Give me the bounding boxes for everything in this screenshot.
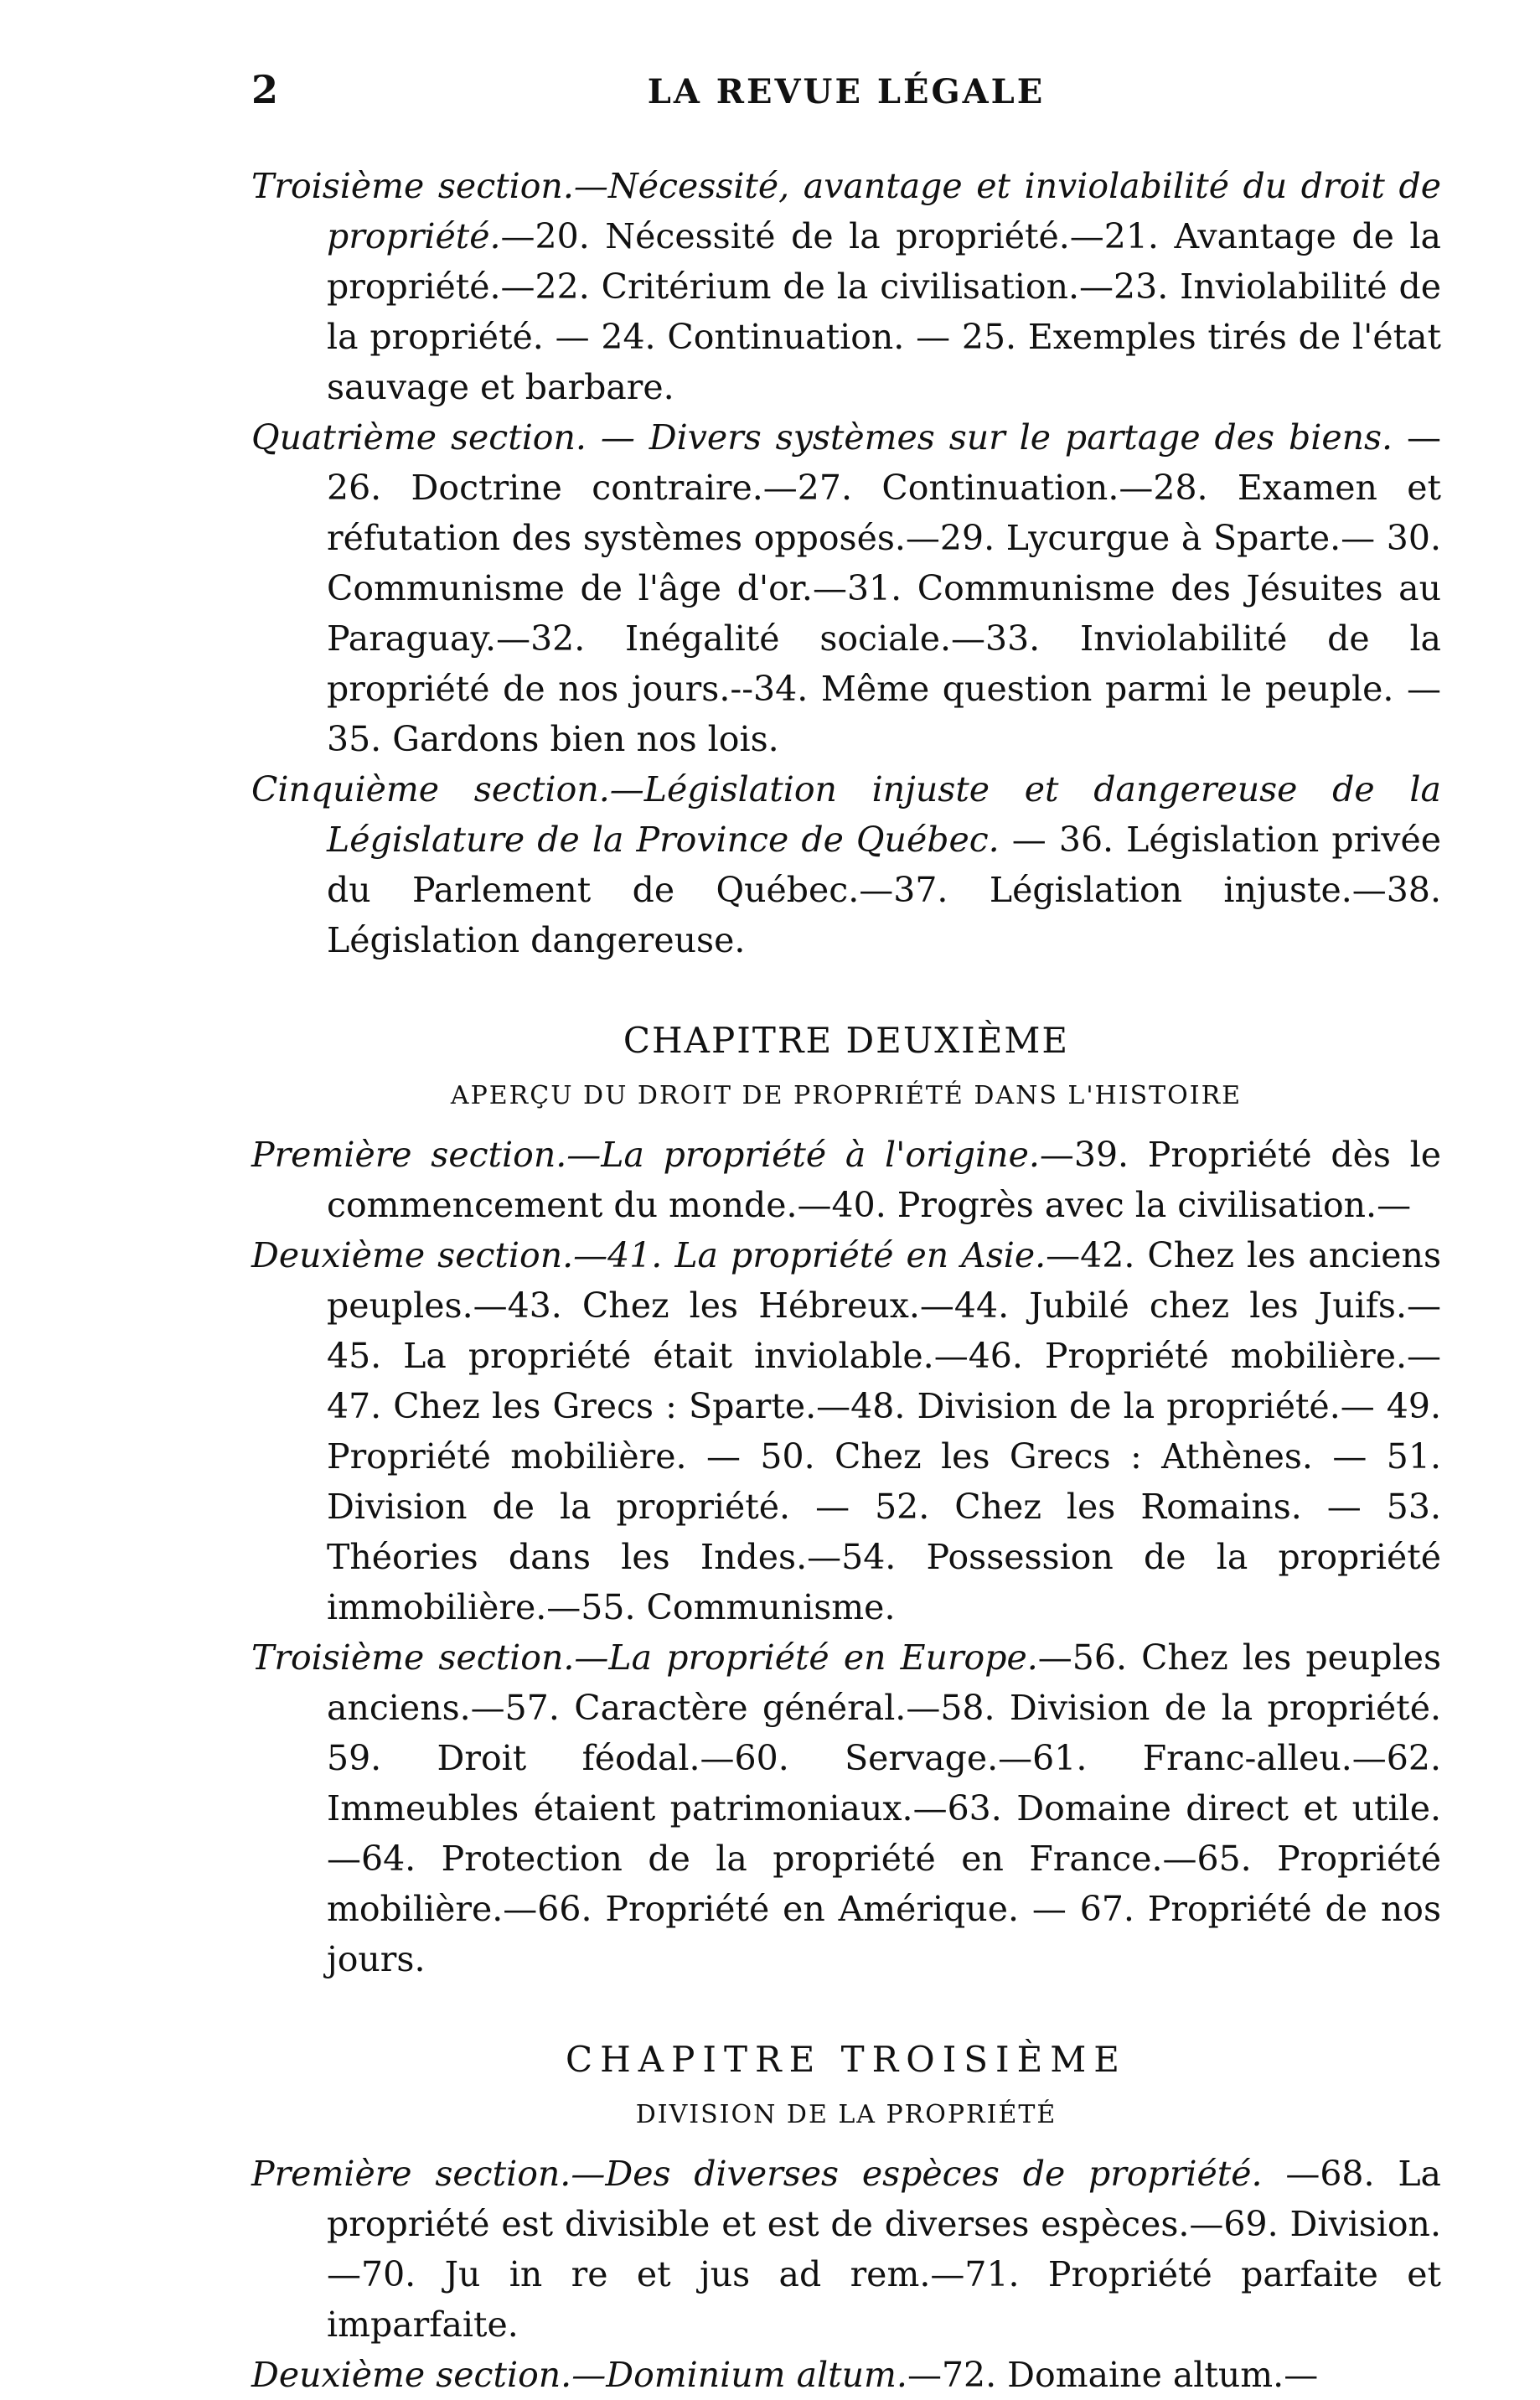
section-label: Quatrième section. [251,417,587,458]
section-label: Cinquième section. [251,769,610,809]
section-label: Troisième section. [251,1637,575,1678]
section-topics: — 26. Doctrine contraire.—27. Continuation.—28. Examen et réfutation des systèmes opposés.—29. Lycurgue à Sparte.— 30. Communisme de l'âge d'or.—31. Communisme des Jésuites au Paraguay.—32. Inégalité sociale.—33. Inviolabilité de la propriété de nos jours.--34. Même question parmi le peuple. —35. Gardons bien nos lois. [327,417,1441,759]
toc-entry [251,2149,1441,2350]
section-topics: —42. Chez les anciens peuples.—43. Chez les Hébreux.—44. Jubilé chez les Juifs.— 45. La propriété était inviolable.—46. Propriété mobilière.— 47. Chez les Grecs : Sparte.—48. Division de la propriété.— 49. Propriété mobilière. — 50. Chez les Grecs : Athènes. — 51. Division de la propriété. — 52. Chez les Romains. — 53. Théories dans les Indes.—54. Possession de la propriété immobilière.—55. Communisme. [327,1235,1441,1627]
toc-entry [251,1230,1441,1632]
section-topics: —20. Nécessité de la propriété.—21. Avantage de la propriété.—22. Critérium de la civilisation.—23. Inviolabilité de la propriété. — 24. Continuation. — 25. Exemples tirés de l'état sauvage et barbare. [327,216,1441,407]
chapter-title: CHAPITRE DEUXIÈME [623,1020,1070,1061]
section-title: —Dominium altum. [571,2355,907,2395]
section-title: —La propriété en Europe. [574,1637,1038,1678]
section-title: —Des diverses espèces de propriété. [571,2154,1263,2194]
section-label: Première section. [251,1135,567,1175]
section-label: Deuxième section. [251,1235,574,1275]
chapter-subtitle: APERÇU DU DROIT DE PROPRIÉTÉ DANS L'HISTOIRE [450,1081,1243,1110]
section-topics: — 36. Législation privée du Parlement de Québec.—37. Législation injuste.—38. Législation dangereuse. [327,820,1441,960]
toc-entry [251,1130,1441,1230]
chapter-heading [251,1016,1441,1121]
section-title: —41. La propriété en Asie. [573,1235,1046,1275]
toc-entry [251,1632,1441,1984]
section-topics: —39. Propriété dès le commencement du monde.—40. Progrès avec la civilisation.— [327,1135,1441,1225]
section-topics: —68. La propriété est divisible et est de diverses espèces.—69. Division.—70. Ju in re et jus ad rem.—71. Propriété parfaite et imparfaite. [327,2154,1441,2345]
toc-entry [251,412,1441,764]
page-number: 2 [251,67,279,112]
section-topics: —56. Chez les peuples anciens.—57. Caractère général.—58. Division de la propriété. 59. Droit féodal.—60. Servage.—61. Franc-alleu.—62. Immeubles étaient patrimoniaux.—63. Domaine direct et utile. —64. Protection de la propriété en France.—65. Propriété mobilière.—66. Propriété en Amérique. — 67. Propriété de nos jours. [327,1637,1441,1979]
toc-entry [251,161,1441,412]
section-title: —Nécessité, avantage et inviolabilité du droit de propriété. [327,166,1441,256]
chapter-heading [251,2035,1441,2140]
section-topics: —72. Domaine altum.— [907,2355,1319,2395]
section-label: Troisième section. [251,166,574,206]
toc-entry [251,2350,1441,2400]
table-of-contents [251,161,1441,2400]
section-title: —La propriété à l'origine. [566,1135,1040,1175]
chapter-title: CHAPITRE TROISIÈME [566,2039,1127,2080]
section-title: — Divers systèmes sur le partage des biens. [586,417,1393,458]
toc-entry [251,764,1441,965]
running-title: LA REVUE LÉGALE [647,72,1046,111]
section-label: Première section. [251,2154,571,2194]
section-title: —Législation injuste et dangereuse de la Législature de la Province de Québec. [327,769,1441,860]
page-header [251,67,1441,134]
chapter-subtitle: DIVISION DE LA PROPRIÉTÉ [635,2100,1057,2129]
section-label: Deuxième section. [251,2355,572,2395]
